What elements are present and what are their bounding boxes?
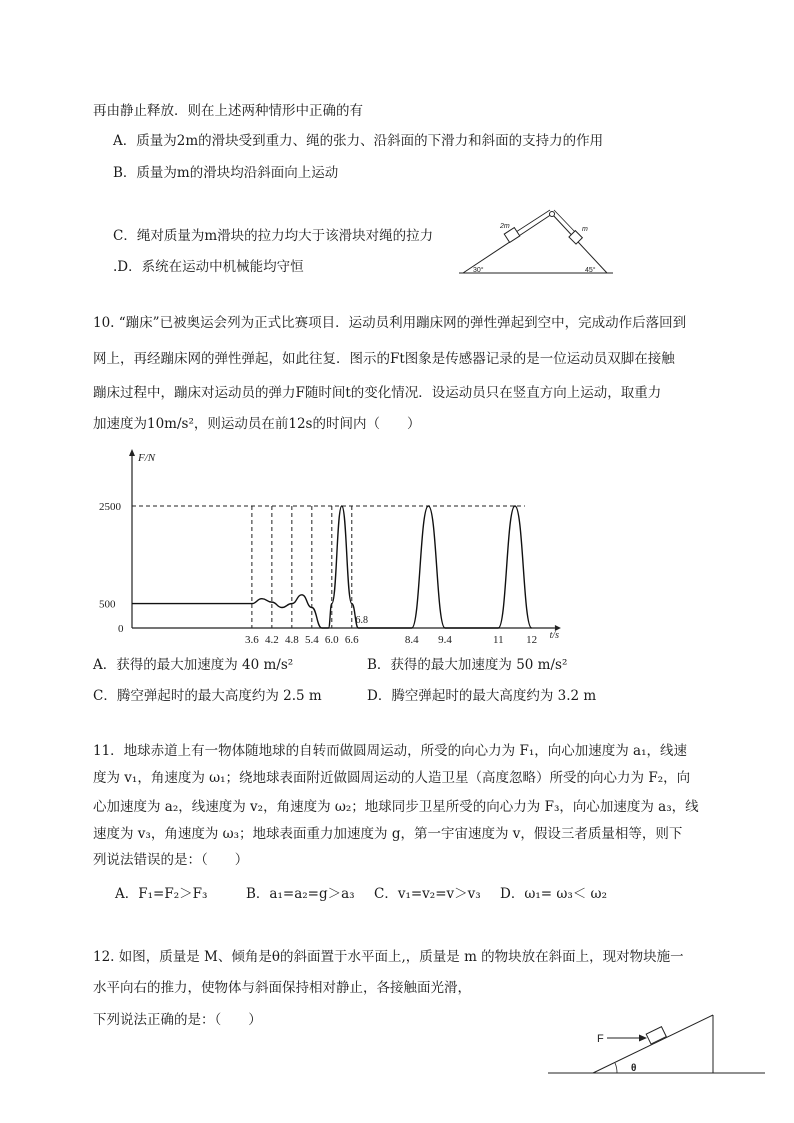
x-tick-label-4.8: 4.8	[284, 634, 299, 646]
q9-option-b: B．质量为m的滑块均沿斜面向上运动	[113, 165, 339, 181]
incline-slope	[593, 1015, 713, 1073]
q9-incline-figure	[455, 206, 620, 278]
x-axis-label: t/s	[549, 630, 560, 641]
annotation-6-8: 6.8	[355, 615, 368, 626]
q11-option-b: B．a₁=a₂=g＞a₃	[246, 886, 355, 902]
y-tick-label-2500: 2500	[99, 501, 121, 513]
q10-line-2: 网上，再经蹦床网的弹性弹起，如此往复．图示的Ft图象是传感器记录的是一位运动员双脚在接触	[93, 351, 675, 367]
q11-option-c: C．v₁=v₂=v＞v₃	[374, 886, 481, 902]
y-axis-label: F/N	[138, 452, 156, 464]
q10-line-1: 10. “蹦床”已被奥运会列为正式比赛项目．运动员利用蹦床网的弹性弹起到空中，完成动作后落回到	[93, 315, 687, 331]
label-2m: 2m	[500, 223, 510, 230]
right-slope	[552, 214, 607, 273]
q10-option-b: B．获得的最大加速度为 50 m/s²	[367, 657, 568, 673]
x-tick-label-5.4: 5.4	[304, 634, 319, 646]
q12-incline-figure	[545, 1010, 770, 1080]
angle-arc	[615, 1063, 617, 1073]
y-tick-label-500: 500	[99, 598, 116, 611]
block-m	[646, 1027, 666, 1044]
x-tick-label-3.6: 3.6	[245, 634, 259, 646]
x-tick-label-12: 12	[526, 634, 538, 646]
q9-option-c: C．绳对质量为m滑块的拉力均大于该滑块对绳的拉力	[113, 228, 434, 244]
q11-line-4: 速度为 v₃，角速度为 ω₃；地球表面重力加速度为 g，第一宇宙速度为 v，假设三者质量相等，则下	[93, 826, 683, 842]
q11-option-d: D．ω₁= ω₃＜ ω₂	[500, 886, 607, 902]
rope-left	[516, 210, 550, 232]
force-curve-line	[132, 506, 532, 628]
x-tick-label-11: 11	[493, 634, 504, 646]
label-m: m	[582, 226, 588, 233]
q11-line-3: 心加速度为 a₂，线速度为 v₂，角速度为 ω₂；地球同步卫星所受的向心力为 F₃，向心加速度为 a₃，线	[93, 799, 699, 815]
q9-option-a: A．质量为2m的滑块受到重力、绳的张力、沿斜面的下滑力和斜面的支持力的作用	[113, 133, 604, 149]
q10-line-3: 蹦床过程中，蹦床对运动员的弹力F随时间t的变化情况．设运动员只在竖直方向上运动，取重力	[93, 385, 662, 401]
rope-right	[554, 210, 577, 234]
q12-line-1: 12. 如图，质量是 M、倾角是θ的斜面置于水平面上,，质量是 m 的物块放在斜面上，现对物块施一	[93, 949, 684, 965]
q10-line-4: 加速度为10m/s²，则运动员在前12s的时间内（ ）	[93, 416, 421, 432]
q10-option-a: A．获得的最大加速度为 40 m/s²	[93, 657, 294, 673]
q9-intro: 再由静止释放．则在上述两种情形中正确的有	[93, 103, 363, 119]
x-tick-label-6.6: 6.6	[344, 634, 359, 646]
force-arrow-icon	[639, 1035, 647, 1042]
pulley-icon	[550, 212, 555, 217]
q10-option-d: D．腾空弹起时的最大高度约为 3.2 m	[367, 688, 597, 704]
origin-label: 0	[118, 623, 124, 635]
y-axis-arrow-icon	[129, 449, 135, 456]
x-tick-label-8.4: 8.4	[404, 634, 419, 646]
angle-30: 30°	[473, 267, 484, 274]
q12-line-3: 下列说法正确的是：（ ）	[93, 1012, 262, 1028]
x-tick-label-4.2: 4.2	[264, 634, 279, 646]
force-label: F	[597, 1033, 604, 1045]
angle-label: θ	[631, 1063, 637, 1074]
q9-option-d: .D．系统在运动中机械能均守恒	[113, 259, 304, 275]
q10-option-c: C．腾空弹起时的最大高度约为 2.5 m	[93, 688, 322, 704]
x-tick-label-6.0: 6.0	[324, 634, 339, 646]
q11-line-2: 度为 v₁，角速度为 ω₁；绕地球表面附近做圆周运动的人造卫星（高度忽略）所受的向心力为 F₂，向	[93, 770, 691, 786]
block-m	[569, 231, 582, 244]
q11-line-5: 列说法错误的是：（ ）	[93, 852, 249, 868]
ft-chart	[93, 445, 613, 650]
q11-line-1: 11．地球赤道上有一物体随地球的自转而做圆周运动，所受的向心力为 F₁，向心加速度为 a₁，线速	[93, 743, 687, 759]
angle-45: 45°	[585, 267, 596, 274]
q11-option-a: A．F₁=F₂＞F₃	[115, 886, 208, 902]
x-tick-label-9.4: 9.4	[438, 634, 452, 646]
q12-line-2: 水平向右的推力，使物体与斜面保持相对静止，各接触面光滑，	[93, 980, 471, 996]
